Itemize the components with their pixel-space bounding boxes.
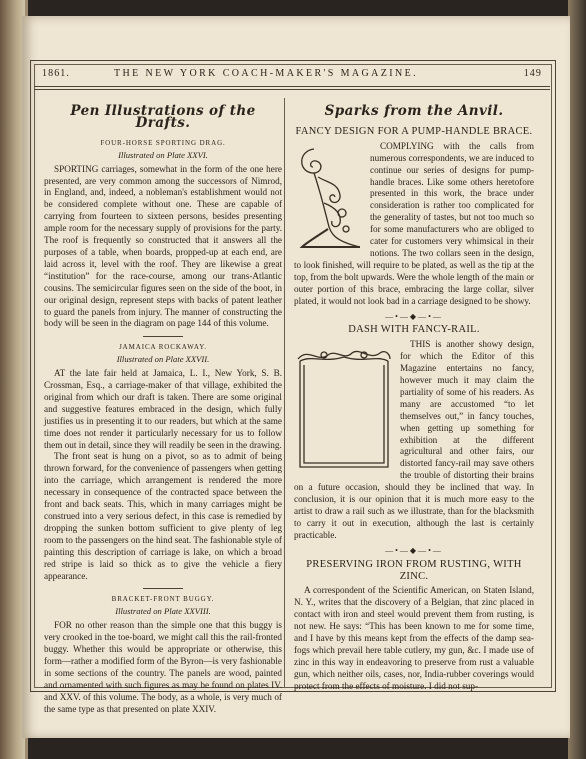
article-heading: PRESERVING IRON FROM RUSTING, WITH ZINC. [306, 558, 522, 582]
ornamental-divider-icon: —•—◆—•— [385, 311, 443, 321]
article-body: AT the late fair held at Jamaica, L. I., New York, S. B. Crossman, Esq., a carriage-maker of that village, exhibited the original from which our draft is taken. There are some original and suggestive features embraced in the design, which fully justifies us in presenting it to our readers, but which at the same time does not render it particularly necessary for us to follow them out in detail, since they will readily be seen in the drawing. [44, 368, 282, 450]
article-body: The front seat is hung on a pivot, so as to admit of being thrown forward, for the convenience of passengers when getting into the carriage, which arrangement is rendered the more necessary in consequence of the contracted space between the front and back seats. This, which in many carriages might be construed into a very serious defect, in this case is remedied by dropping the sunken bottom sufficient to give plenty of leg room to the passengers on the hind seat. The fashionable style of painting this description of carriage is lake, on which a broad red stripe is laid so thick as to give the vehicle a fiery appearance. [44, 451, 282, 581]
book-edge-right [568, 0, 586, 759]
running-head [42, 68, 542, 86]
article-heading: JAMAICA ROCKAWAY. [119, 343, 207, 352]
running-head-year: 1861. [42, 68, 70, 79]
article-heading: BRACKET-FRONT BUGGY. [111, 595, 215, 604]
right-column [294, 103, 534, 693]
page-number: 149 [523, 68, 542, 79]
article-heading: FANCY DESIGN FOR A PUMP-HANDLE BRACE. [295, 125, 533, 137]
running-head-title: THE NEW YORK COACH-MAKER'S MAGAZINE. [114, 68, 419, 79]
article-body: COMPLYING with the calls from numerous correspondents, we are induced to continue our series of designs for pump-handle braces. Like some others heretofore presented in this work, the brace under consideration is rather too complicated for the generality of tastes, but not too much so for some manufacturers who are obliged to cater for customers very whimsical in their notions. The two collars seen in the design, to look finished, will require to be plated, as well as the tip at the top, from the bolt upwards. Were the whole length of the main or outer portion of this brace, embracing the large collar, silver plated, it would not look bad in a carriage designed to be showy. [294, 140, 534, 306]
section-title-pen-illustrations: Pen Illustrations of the Drafts. [70, 103, 256, 131]
header-rule-double [34, 89, 550, 90]
article-body: THIS is another showy design, for which the Editor of this Magazine entertains no fancy, however much it may claim the partiality of some of his readers. As many are accustomed “to let themselves out,” in fancy touches, when getting up something for exhibition at the different agricultural and other fairs, our distorted fancy-rail may save others the trouble of distorting their brains on a future occasion, should they be inclined that way. In conclusion, it is our opinion that it is much more easy to the artist to draw a rail such as we illustrate, than for the blacksmith to carry it out in execution, although the last is certainly practicable. [294, 339, 534, 540]
column-divider [284, 98, 285, 688]
article-heading: DASH WITH FANCY-RAIL. [348, 324, 480, 336]
pump-handle-brace-drawing-icon [294, 143, 364, 255]
plate-reference: Illustrated on Plate XXVII. [116, 354, 210, 365]
plate-reference: Illustrated on Plate XXVIII. [115, 606, 211, 617]
section-rule [143, 336, 183, 337]
section-rule [143, 588, 183, 589]
magazine-page [22, 16, 570, 738]
plate-reference: Illustrated on Plate XXVI. [118, 149, 208, 160]
header-rule [34, 86, 550, 87]
article-heading: FOUR-HORSE SPORTING DRAG. [100, 138, 226, 147]
section-title-sparks-from-anvil: Sparks from the Anvil. [324, 103, 504, 119]
left-column [44, 103, 282, 716]
article-body: SPORTING carriages, somewhat in the form of the one here presented, are very common among the successors of Nimrod, in England, and, indeed, a nobleman's establishment would not be considered complete without one. These are capable of carrying from fourteen to sixteen persons, besides presenting ample room for the necessary supply of provisions for the party. The roof is frequently so constructed that it answers all the purposes of a table, when boards, propped-up at each end, are laid across it, level with the roof. They are likewise a great “institution” for the race-course, among our trans-Atlantic cousins. The semicircular figures seen on the side of the boot, in our original design, represent steps with backs of patent leather to guard the panels from injury. The manner of constructing the body will be seen in the diagram on page 144 of this volume. [44, 163, 282, 329]
article-body: A correspondent of the Scientific American, on Staten Island, N. Y., writes that the discovery of a Belgian, that zinc placed in contact with iron and steel would prevent them from rusting, is not new. He says: “This has been known to me for some time, and I have by this means kept from the effects of the damp sea-fogs which prevail here table cutlery, my gun, &c. I made use of zinc in this way in endeavoring to preserve from rust a valuable gun, which neither oils, cases, nor, India-rubber coverings would protect from the effects of moisture. I did not sup- [294, 585, 534, 691]
ornamental-divider-icon: —•—◆—•— [385, 545, 443, 555]
dash-with-fancy-rail-drawing-icon [294, 343, 394, 471]
article-body: FOR no other reason than the simple one that this buggy is very crooked in the toe-board, we might call this the rail-fronted buggy. Whether this would be appropriate or otherwise, this form—rather a modified form of the Byron—is very fashionable in some sections of the country. The panels are wood, painted and ornamented with such figures as may be found on plates IV. and XXV. of this volume. The body, as a whole, is very much of the same type as that presented on plate XXIV. [44, 620, 282, 714]
